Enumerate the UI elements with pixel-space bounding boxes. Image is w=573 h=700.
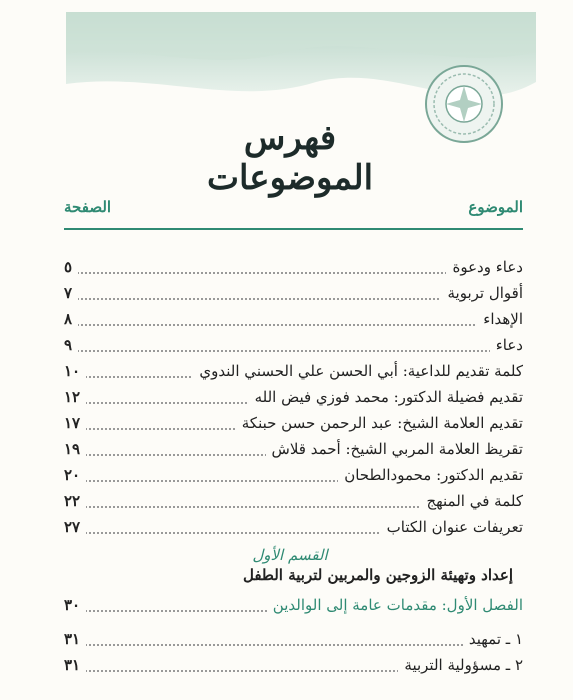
toc-entry-page: ٢٧ [64, 518, 86, 536]
toc-entry-title: تقديم العلامة الشيخ: عبد الرحمن حسن حبنكة [236, 414, 523, 432]
toc-entry [64, 336, 523, 360]
chapter-entry [64, 596, 523, 620]
toc-entry-page: ٢٠ [64, 466, 86, 484]
chapter-entry-title: ١ ـ تمهيد [463, 630, 523, 648]
toc-entry-title: دعاء ودعوة [446, 258, 523, 276]
chapter-entry-page: ٣٠ [64, 596, 86, 614]
toc-entry-page: ١٠ [64, 362, 86, 380]
toc-entry-title: أقوال تربوية [441, 284, 523, 302]
chapter-entry-page: ٣١ [64, 630, 86, 648]
toc-entry-page: ٩ [64, 336, 78, 354]
toc-entry-page: ٢٢ [64, 492, 86, 510]
toc-entry [64, 388, 523, 412]
toc-entry [64, 466, 523, 490]
section-label: القسم الأول [252, 546, 328, 564]
toc-entry [64, 310, 523, 334]
column-headers [64, 198, 523, 222]
toc-entry [64, 414, 523, 438]
toc-entry-page: ١٩ [64, 440, 86, 458]
toc-entry [64, 258, 523, 282]
toc-entry-title: تعريفات عنوان الكتاب [381, 518, 523, 536]
chapter-entry [64, 656, 523, 680]
page-title: فهرس الموضوعات [206, 118, 374, 198]
chapter-entry-page: ٣١ [64, 656, 86, 674]
chapter-entry [64, 630, 523, 654]
chapter-entry-title: الفصل الأول: مقدمات عامة إلى الوالدين [267, 596, 523, 614]
page-header: الصفحة [64, 198, 112, 216]
toc-entry [64, 440, 523, 464]
toc-entry-title: دعاء [490, 336, 523, 354]
toc-entry-page: ٥ [64, 258, 78, 276]
toc-entry-title: تقريظ العلامة المربي الشيخ: أحمد قلاش [266, 440, 523, 458]
toc-entry [64, 518, 523, 542]
topic-header: الموضوع [468, 198, 523, 216]
toc-entry-title: كلمة في المنهج [420, 492, 523, 510]
toc-entry [64, 284, 523, 308]
toc-entry-title: الإهداء [477, 310, 523, 328]
chapter-entry-title: ٢ ـ مسؤولية التربية [398, 656, 523, 674]
header-divider [64, 228, 523, 230]
toc-entry-title: كلمة تقديم للداعية: أبي الحسن علي الحسني الندوي [193, 362, 523, 380]
toc-entry-page: ٧ [64, 284, 78, 302]
toc-entry-page: ٨ [64, 310, 78, 328]
toc-entry [64, 362, 523, 386]
toc-entry-title: تقديم فضيلة الدكتور: محمد فوزي فيض الله [249, 388, 523, 406]
toc-entry-page: ١٧ [64, 414, 86, 432]
toc-entry-title: تقديم الدكتور: محمودالطحان [338, 466, 523, 484]
section-title: إعداد وتهيئة الزوجين والمربين لتربية الطفل [242, 566, 513, 584]
ornament-medallion [422, 62, 506, 146]
toc-entry-page: ١٢ [64, 388, 86, 406]
toc-entry [64, 492, 523, 516]
